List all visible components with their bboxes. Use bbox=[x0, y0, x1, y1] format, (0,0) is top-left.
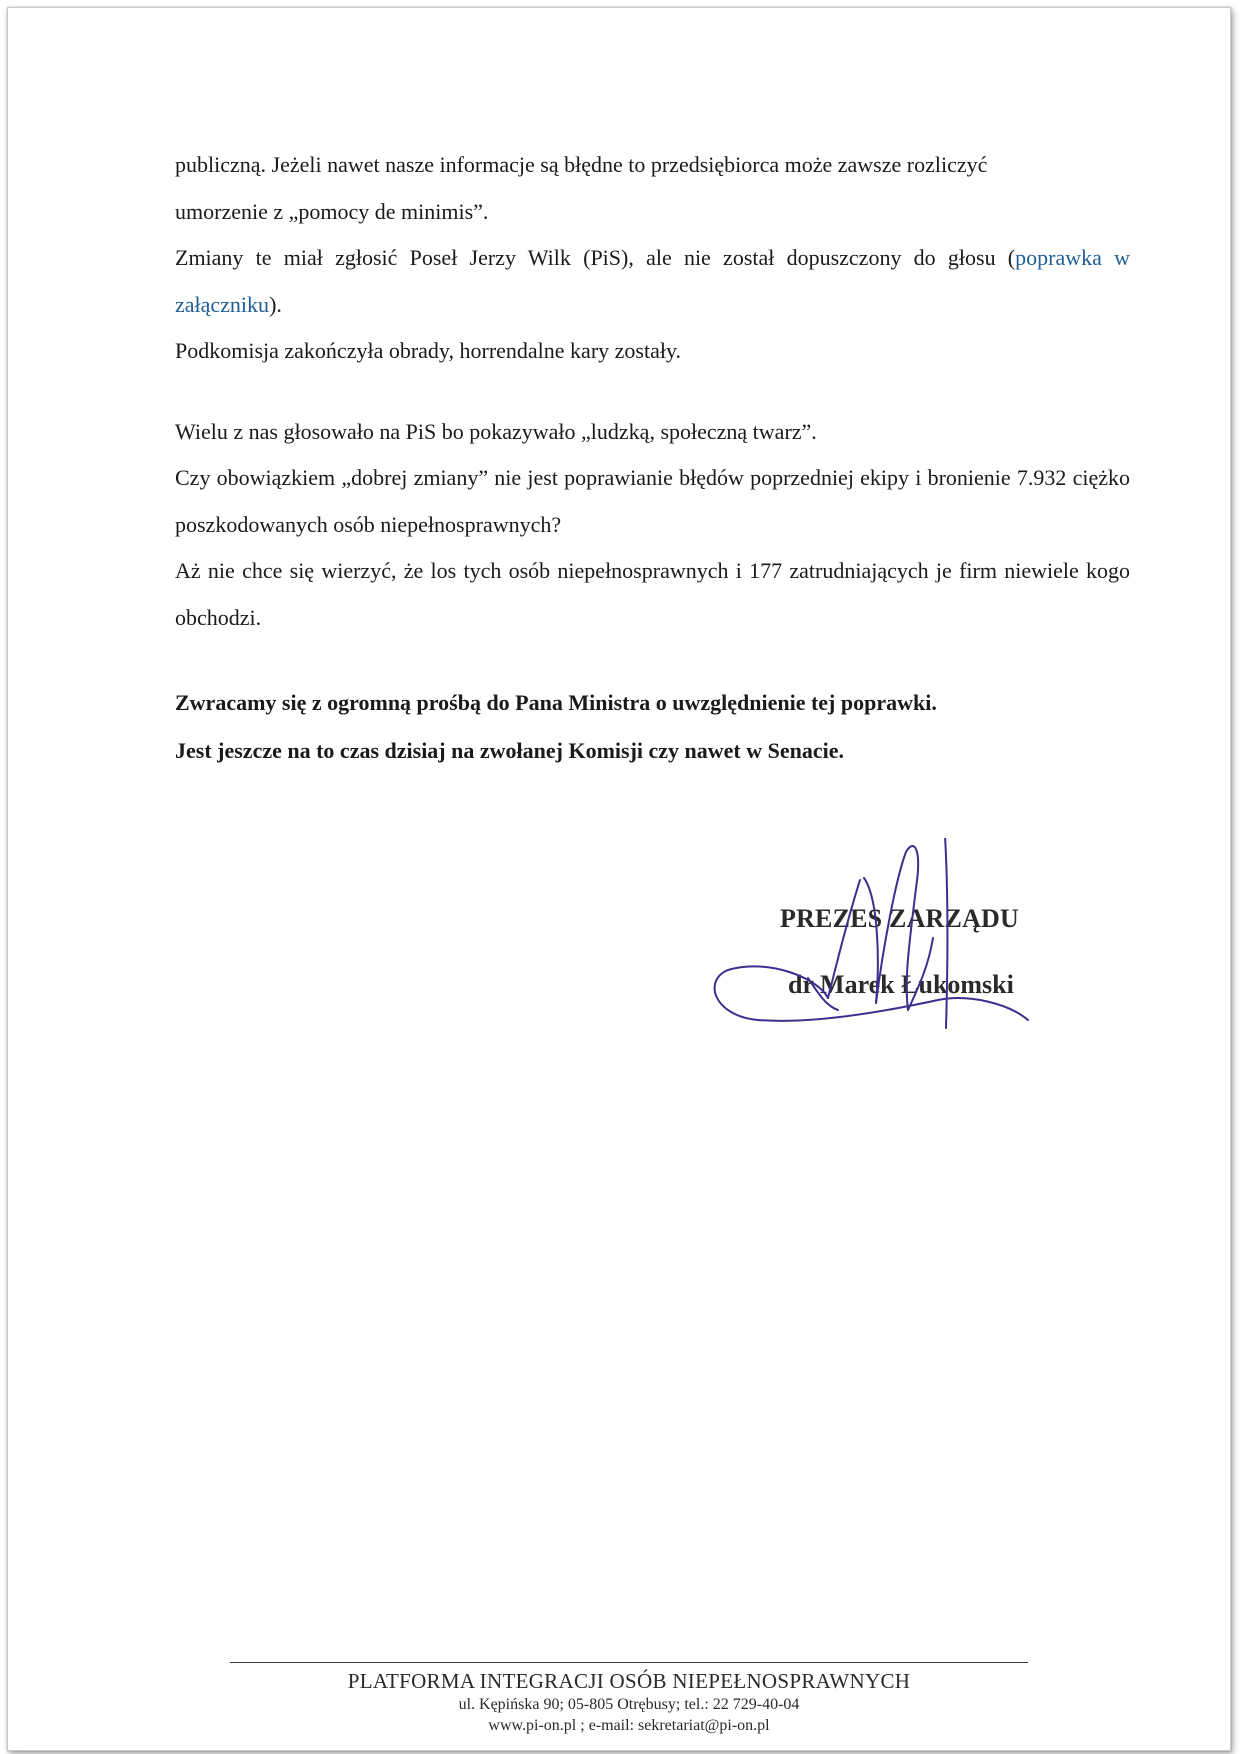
letterhead-footer bbox=[230, 1668, 1028, 1736]
attachment-link[interactable]: poprawka w załączniku bbox=[175, 245, 1130, 317]
paragraph: Aż nie chce się wierzyć, że los tych osób niepełnosprawnych i 177 zatrudniających je firm niewiele kogo obchodzi. bbox=[175, 558, 1130, 630]
bold-request: Zwracamy się z ogromną prośbą do Pana Ministra o uwzględnienie tej poprawki. bbox=[175, 690, 937, 715]
bold-request: Jest jeszcze na to czas dzisiaj na zwołanej Komisji czy nawet w Senacie. bbox=[175, 738, 845, 763]
handwritten-signature bbox=[708, 838, 1068, 1068]
paragraph-line: umorzenie z „pomocy de minimis”. bbox=[175, 198, 489, 224]
spacer bbox=[175, 641, 1130, 679]
paragraph: Czy obowiązkiem „dobrej zmiany” nie jest poprawianie błędów poprzedniej ekipy i bronienie 7.932 ciężko poszkodowanych osób niepełnosprawnych? bbox=[175, 465, 1130, 537]
organization-address: ul. Kępińska 90; 05-805 Otrębusy; tel.: 22 729-40-04 bbox=[458, 1696, 800, 1713]
paragraph-line: publiczną. Jeżeli nawet nasze informacje są błędne to przedsiębiorca może zawsze rozliczyć bbox=[175, 152, 988, 177]
paragraph-amendment bbox=[175, 235, 1130, 328]
document-page bbox=[7, 7, 1231, 1751]
signature-block bbox=[708, 838, 1068, 1068]
signatory-title: PREZES ZARZĄDU bbox=[780, 904, 1020, 933]
organization-contact: www.pi-on.pl ; e-mail: sekretariat@pi-on.pl bbox=[488, 1717, 770, 1734]
organization-name: PLATFORMA INTEGRACJI OSÓB NIEPEŁNOSPRAWNYCH bbox=[347, 1669, 911, 1693]
spacer bbox=[175, 375, 1130, 409]
paragraph-text: ). bbox=[269, 291, 282, 317]
letter-body bbox=[175, 142, 1130, 775]
paragraph-text: Zmiany te miał zgłosić Poseł Jerzy Wilk (PiS), ale nie został dopuszczony do głosu ( bbox=[175, 245, 1016, 270]
footer-divider bbox=[230, 1662, 1028, 1663]
paragraph: Wielu z nas głosowało na PiS bo pokazywało „ludzką, społeczną twarz”. bbox=[175, 418, 817, 444]
signatory-name: dr Marek Łukomski bbox=[788, 970, 1014, 999]
paragraph: Podkomisja zakończyła obrady, horrendalne kary zostały. bbox=[175, 338, 682, 363]
